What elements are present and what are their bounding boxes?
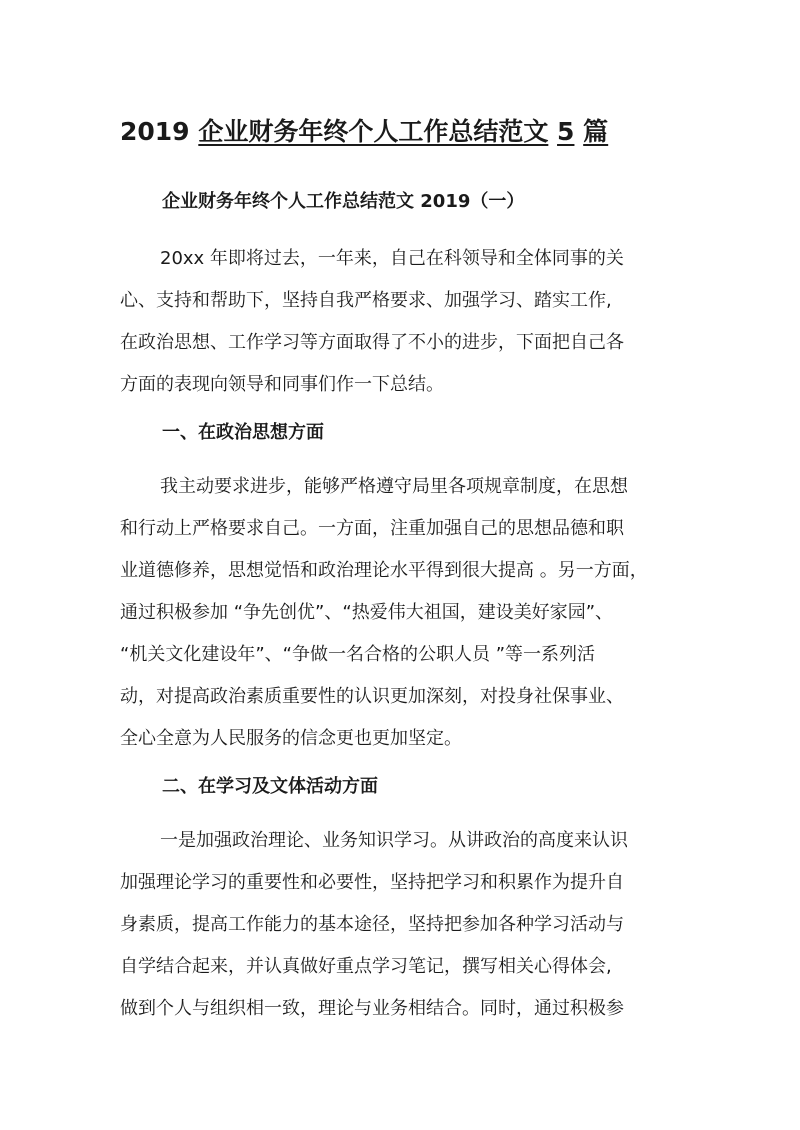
section-heading-study: 二、在学习及文体活动方面: [162, 776, 378, 797]
paragraph-line: 在政治思想、工作学习等方面取得了不小的进步，下面把自己各: [120, 332, 624, 353]
paragraph-line: 方面的表现向领导和同事们作一下总结。: [120, 374, 444, 395]
document-title: [120, 112, 680, 152]
paragraph-line: 20xx 年即将过去，一年来，自己在科领导和全体同事的关: [160, 248, 624, 269]
paragraph-line: 通过积极参加 “争先创优”、“热爱伟大祖国，建设美好家园”、: [120, 602, 614, 623]
paragraph-line: 自学结合起来，并认真做好重点学习笔记，撰写相关心得体会,: [120, 956, 612, 977]
title-count: 5: [557, 117, 575, 146]
paragraph-line: 我主动要求进步，能够严格遵守局里各项规章制度，在思想: [160, 476, 628, 497]
section-heading-politics: 一、在政治思想方面: [162, 422, 324, 443]
politics-paragraph: [120, 466, 680, 760]
intro-paragraph: [120, 238, 680, 406]
paragraph-line: 一是加强政治理论、业务知识学习。从讲政治的高度来认识: [160, 830, 628, 851]
paragraph-line: 业道德修养，思想觉悟和政治理论水平得到很大提高 。另一方面，: [120, 560, 648, 581]
title-suffix: 篇: [583, 117, 609, 146]
study-paragraph: [120, 820, 680, 1030]
title-year: 2019: [120, 117, 190, 146]
paragraph-line: 全心全意为人民服务的信念更也更加坚定。: [120, 728, 462, 749]
paragraph-line: 和行动上严格要求自己。一方面，注重加强自己的思想品德和职: [120, 518, 624, 539]
paragraph-line: “机关文化建设年”、“争做一名合格的公职人员 ”等一系列活: [120, 644, 596, 665]
paragraph-line: 做到个人与组织相一致，理论与业务相结合。同时，通过积极参: [120, 998, 624, 1019]
paragraph-line: 加强理论学习的重要性和必要性，坚持把学习和积累作为提升自: [120, 872, 624, 893]
paragraph-line: 身素质，提高工作能力的基本途径，坚持把参加各种学习活动与: [120, 914, 624, 935]
article-subtitle: 企业财务年终个人工作总结范文 2019（一）: [162, 191, 525, 212]
paragraph-line: 动，对提高政治素质重要性的认识更加深刻，对投身社保事业、: [120, 686, 624, 707]
title-text: 企业财务年终个人工作总结范文: [198, 117, 549, 146]
paragraph-line: 心、支持和帮助下，坚持自我严格要求、加强学习、踏实工作,: [120, 290, 612, 311]
